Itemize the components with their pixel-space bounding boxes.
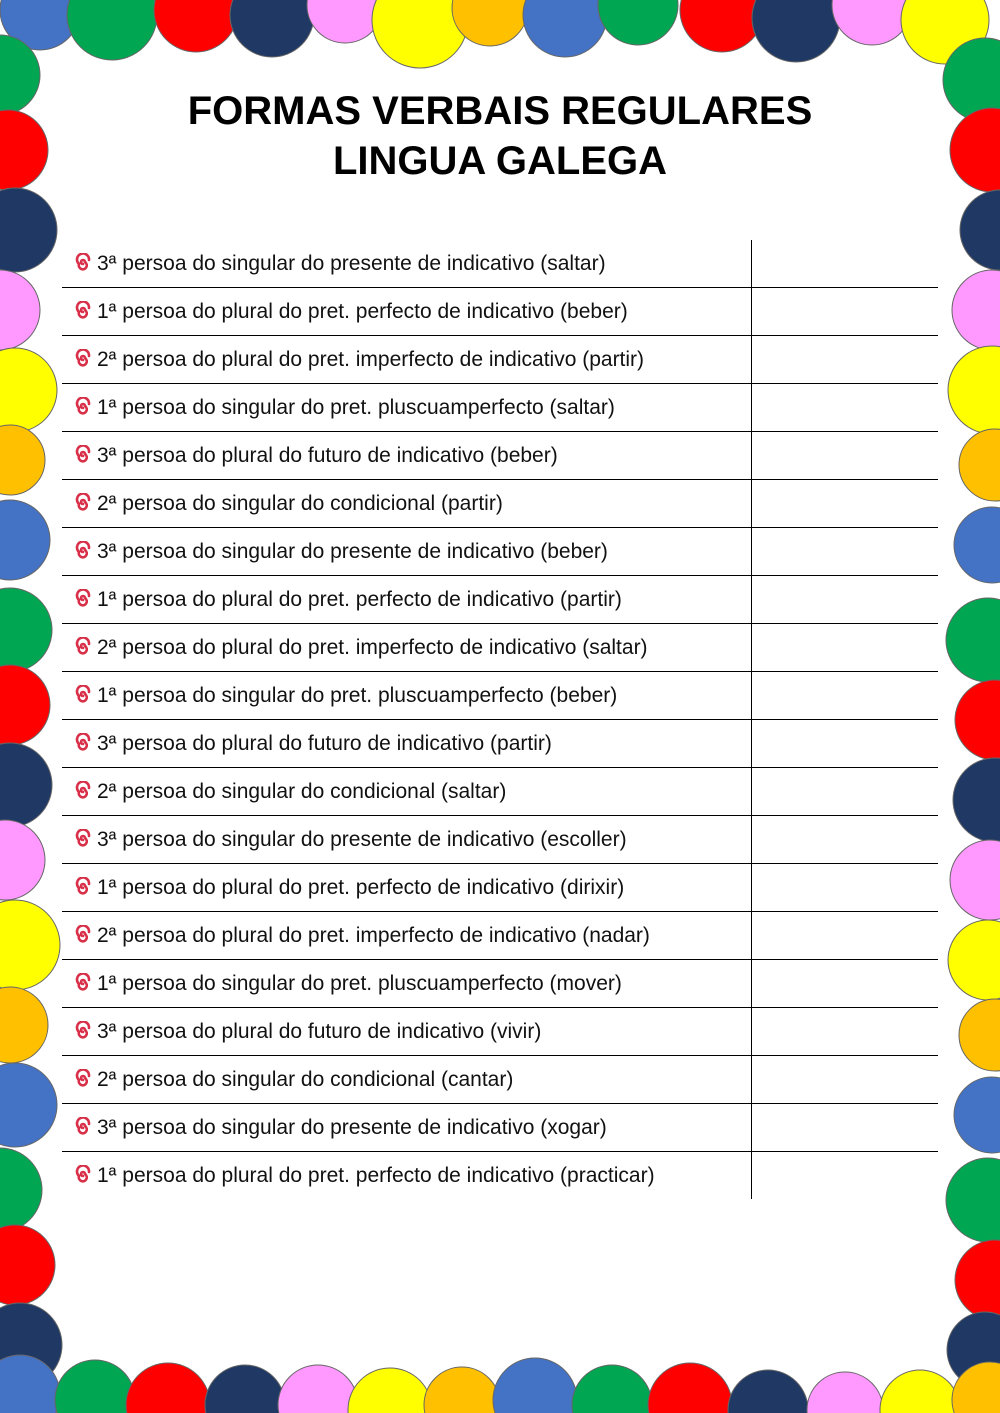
answer-cell [752, 528, 939, 576]
decorative-circle [424, 1367, 500, 1413]
question-cell [62, 432, 752, 480]
answer-cell [752, 1152, 939, 1200]
exercise-row [62, 1008, 938, 1056]
question-cell [62, 1056, 752, 1104]
decorative-circle [348, 1368, 432, 1413]
page-title [0, 86, 1000, 186]
exercise-row [62, 432, 938, 480]
exercise-row [62, 336, 938, 384]
question-cell [62, 1008, 752, 1056]
answer-input[interactable] [752, 913, 942, 959]
answer-cell [752, 1008, 939, 1056]
spiral-icon [72, 349, 94, 371]
answer-input[interactable] [752, 721, 942, 767]
decorative-circle [948, 920, 1000, 1000]
exercise-row [62, 912, 938, 960]
question-text: 2ª persoa do plural do pret. imperfecto de indicativo (partir) [97, 347, 645, 371]
answer-cell [752, 384, 939, 432]
question-text: 2ª persoa do singular do condicional (cantar) [97, 1067, 514, 1091]
answer-input[interactable] [752, 385, 942, 431]
question-cell [62, 960, 752, 1008]
decorative-circle [154, 0, 238, 52]
exercise-row [62, 480, 938, 528]
question-cell [62, 720, 752, 768]
decorative-circle [0, 1063, 57, 1147]
decorative-circle [950, 840, 1000, 920]
exercise-row [62, 672, 938, 720]
decorative-circle [0, 1225, 55, 1305]
decorative-circle [946, 1158, 1000, 1242]
answer-cell [752, 816, 939, 864]
decorative-circle [0, 1148, 42, 1232]
spiral-icon [72, 973, 94, 995]
decorative-circle [0, 270, 40, 350]
exercise-row [62, 816, 938, 864]
exercise-row [62, 384, 938, 432]
answer-cell [752, 720, 939, 768]
question-cell [62, 288, 752, 336]
question-text: 3ª persoa do singular do presente de indicativo (escoller) [97, 827, 627, 851]
exercise-row [62, 1056, 938, 1104]
question-text: 3ª persoa do plural do futuro de indicativo (vivir) [97, 1019, 542, 1043]
decorative-circle [0, 188, 57, 272]
answer-input[interactable] [752, 1105, 942, 1151]
question-cell [62, 528, 752, 576]
decorative-circle [0, 743, 52, 827]
decorative-circle [960, 190, 1000, 270]
question-text: 1ª persoa do plural do pret. perfecto de indicativo (partir) [97, 587, 622, 611]
decorative-circle [67, 0, 157, 60]
answer-cell [752, 576, 939, 624]
decorative-circle [955, 680, 1000, 760]
question-cell [62, 624, 752, 672]
question-cell [62, 864, 752, 912]
question-cell [62, 1152, 752, 1200]
spiral-icon [72, 253, 94, 275]
question-cell [62, 912, 752, 960]
decorative-circle [832, 0, 912, 45]
question-cell [62, 816, 752, 864]
answer-cell [752, 768, 939, 816]
question-text: 1ª persoa do singular do pret. pluscuamperfecto (saltar) [97, 395, 615, 419]
decorative-circle [523, 0, 607, 57]
exercise-row [62, 288, 938, 336]
question-cell [62, 768, 752, 816]
spiral-icon [72, 493, 94, 515]
exercise-row [62, 576, 938, 624]
spiral-icon [72, 685, 94, 707]
spiral-icon [72, 637, 94, 659]
exercise-row [62, 528, 938, 576]
exercise-row [62, 768, 938, 816]
answer-input[interactable] [752, 817, 942, 863]
question-text: 1ª persoa do singular do pret. pluscuamperfecto (beber) [97, 683, 618, 707]
spiral-icon [72, 781, 94, 803]
answer-input[interactable] [752, 529, 942, 575]
spiral-icon [72, 397, 94, 419]
spiral-icon [72, 829, 94, 851]
answer-cell [752, 912, 939, 960]
answer-cell [752, 336, 939, 384]
spiral-icon [72, 445, 94, 467]
decorative-circle [952, 270, 1000, 350]
decorative-circle [126, 1363, 210, 1413]
spiral-icon [72, 1069, 94, 1091]
decorative-circle [955, 1240, 1000, 1320]
answer-input[interactable] [752, 1009, 942, 1055]
answer-input[interactable] [752, 433, 942, 479]
decorative-circle [572, 1365, 652, 1413]
decorative-circle [0, 500, 50, 580]
question-text: 2ª persoa do plural do pret. imperfecto de indicativo (nadar) [97, 923, 650, 947]
question-text: 1ª persoa do singular do pret. pluscuamperfecto (mover) [97, 971, 622, 995]
decorative-circle [230, 0, 314, 57]
answer-input[interactable] [752, 481, 942, 527]
decorative-circle [278, 1365, 358, 1413]
decorative-circle [0, 820, 45, 900]
decorative-circle [959, 429, 1000, 501]
spiral-icon [72, 1117, 94, 1139]
answer-cell [752, 624, 939, 672]
question-text: 2ª persoa do singular do condicional (partir) [97, 491, 503, 515]
answer-input[interactable] [752, 1153, 942, 1199]
decorative-circle [948, 346, 1000, 434]
answer-cell [752, 480, 939, 528]
spiral-icon [72, 589, 94, 611]
question-cell [62, 1104, 752, 1152]
exercise-row [62, 720, 938, 768]
answer-input[interactable] [752, 289, 942, 335]
decorative-circle [680, 0, 764, 52]
exercise-row [62, 960, 938, 1008]
answer-cell [752, 1056, 939, 1104]
decorative-circle [954, 507, 1000, 583]
decorative-circle [0, 900, 60, 990]
decorative-circle [752, 0, 840, 62]
question-text: 3ª persoa do singular do presente de indicativo (xogar) [97, 1115, 607, 1139]
decorative-circle [55, 1360, 135, 1413]
answer-input[interactable] [752, 673, 942, 719]
question-cell [62, 240, 752, 288]
answer-input[interactable] [752, 337, 942, 383]
spiral-icon [72, 301, 94, 323]
decorative-circle [880, 1370, 960, 1413]
question-text: 3ª persoa do singular do presente de indicativo (saltar) [97, 251, 606, 275]
answer-input[interactable] [752, 241, 942, 287]
decorative-circle [598, 0, 678, 45]
decorative-circle [205, 1365, 285, 1413]
question-text: 3ª persoa do plural do futuro de indicativo (beber) [97, 443, 558, 467]
question-text: 2ª persoa do plural do pret. imperfecto de indicativo (saltar) [97, 635, 648, 659]
answer-input[interactable] [752, 1057, 942, 1103]
decorative-circle [946, 598, 1000, 682]
decorative-circle [807, 1372, 883, 1413]
decorative-circle [0, 987, 48, 1063]
question-text: 1ª persoa do plural do pret. perfecto de indicativo (practicar) [97, 1163, 655, 1187]
title-line-2: LINGUA GALEGA [332, 139, 668, 183]
answer-cell [752, 288, 939, 336]
spiral-icon [72, 877, 94, 899]
question-text: 3ª persoa do singular do presente de indicativo (beber) [97, 539, 608, 563]
decorative-circle [0, 348, 57, 432]
decorative-circle [953, 758, 1000, 842]
question-text: 2ª persoa do singular do condicional (saltar) [97, 779, 507, 803]
exercise-row [62, 864, 938, 912]
question-text: 3ª persoa do plural do futuro de indicativo (partir) [97, 731, 552, 755]
exercise-row [62, 624, 938, 672]
answer-input[interactable] [752, 865, 942, 911]
decorative-circle [959, 999, 1000, 1071]
spiral-icon [72, 733, 94, 755]
question-cell [62, 672, 752, 720]
title-line-1: FORMAS VERBAIS REGULARES [187, 89, 813, 133]
answer-cell [752, 240, 939, 288]
answer-input[interactable] [752, 961, 942, 1007]
question-cell [62, 384, 752, 432]
decorative-circle [648, 1363, 732, 1413]
decorative-circle [954, 1077, 1000, 1153]
answer-cell [752, 432, 939, 480]
answer-input[interactable] [752, 625, 942, 671]
spiral-icon [72, 1165, 94, 1187]
answer-cell [752, 672, 939, 720]
answer-input[interactable] [752, 769, 942, 815]
decorative-circle [0, 665, 50, 745]
question-cell [62, 336, 752, 384]
answer-input[interactable] [752, 577, 942, 623]
exercise-row [62, 1152, 938, 1200]
answer-cell [752, 960, 939, 1008]
decorative-circle [0, 588, 52, 672]
answer-cell [752, 1104, 939, 1152]
exercise-row [62, 1104, 938, 1152]
spiral-icon [72, 541, 94, 563]
question-text: 1ª persoa do plural do pret. perfecto de indicativo (beber) [97, 299, 628, 323]
decorative-circle [728, 1370, 808, 1413]
question-cell [62, 480, 752, 528]
answer-cell [752, 864, 939, 912]
question-text: 1ª persoa do plural do pret. perfecto de indicativo (dirixir) [97, 875, 625, 899]
spiral-icon [72, 1021, 94, 1043]
exercise-table [62, 240, 938, 1199]
question-cell [62, 576, 752, 624]
decorative-circle [493, 1358, 577, 1413]
spiral-icon [72, 925, 94, 947]
exercise-row [62, 240, 938, 288]
decorative-circle [0, 425, 45, 495]
